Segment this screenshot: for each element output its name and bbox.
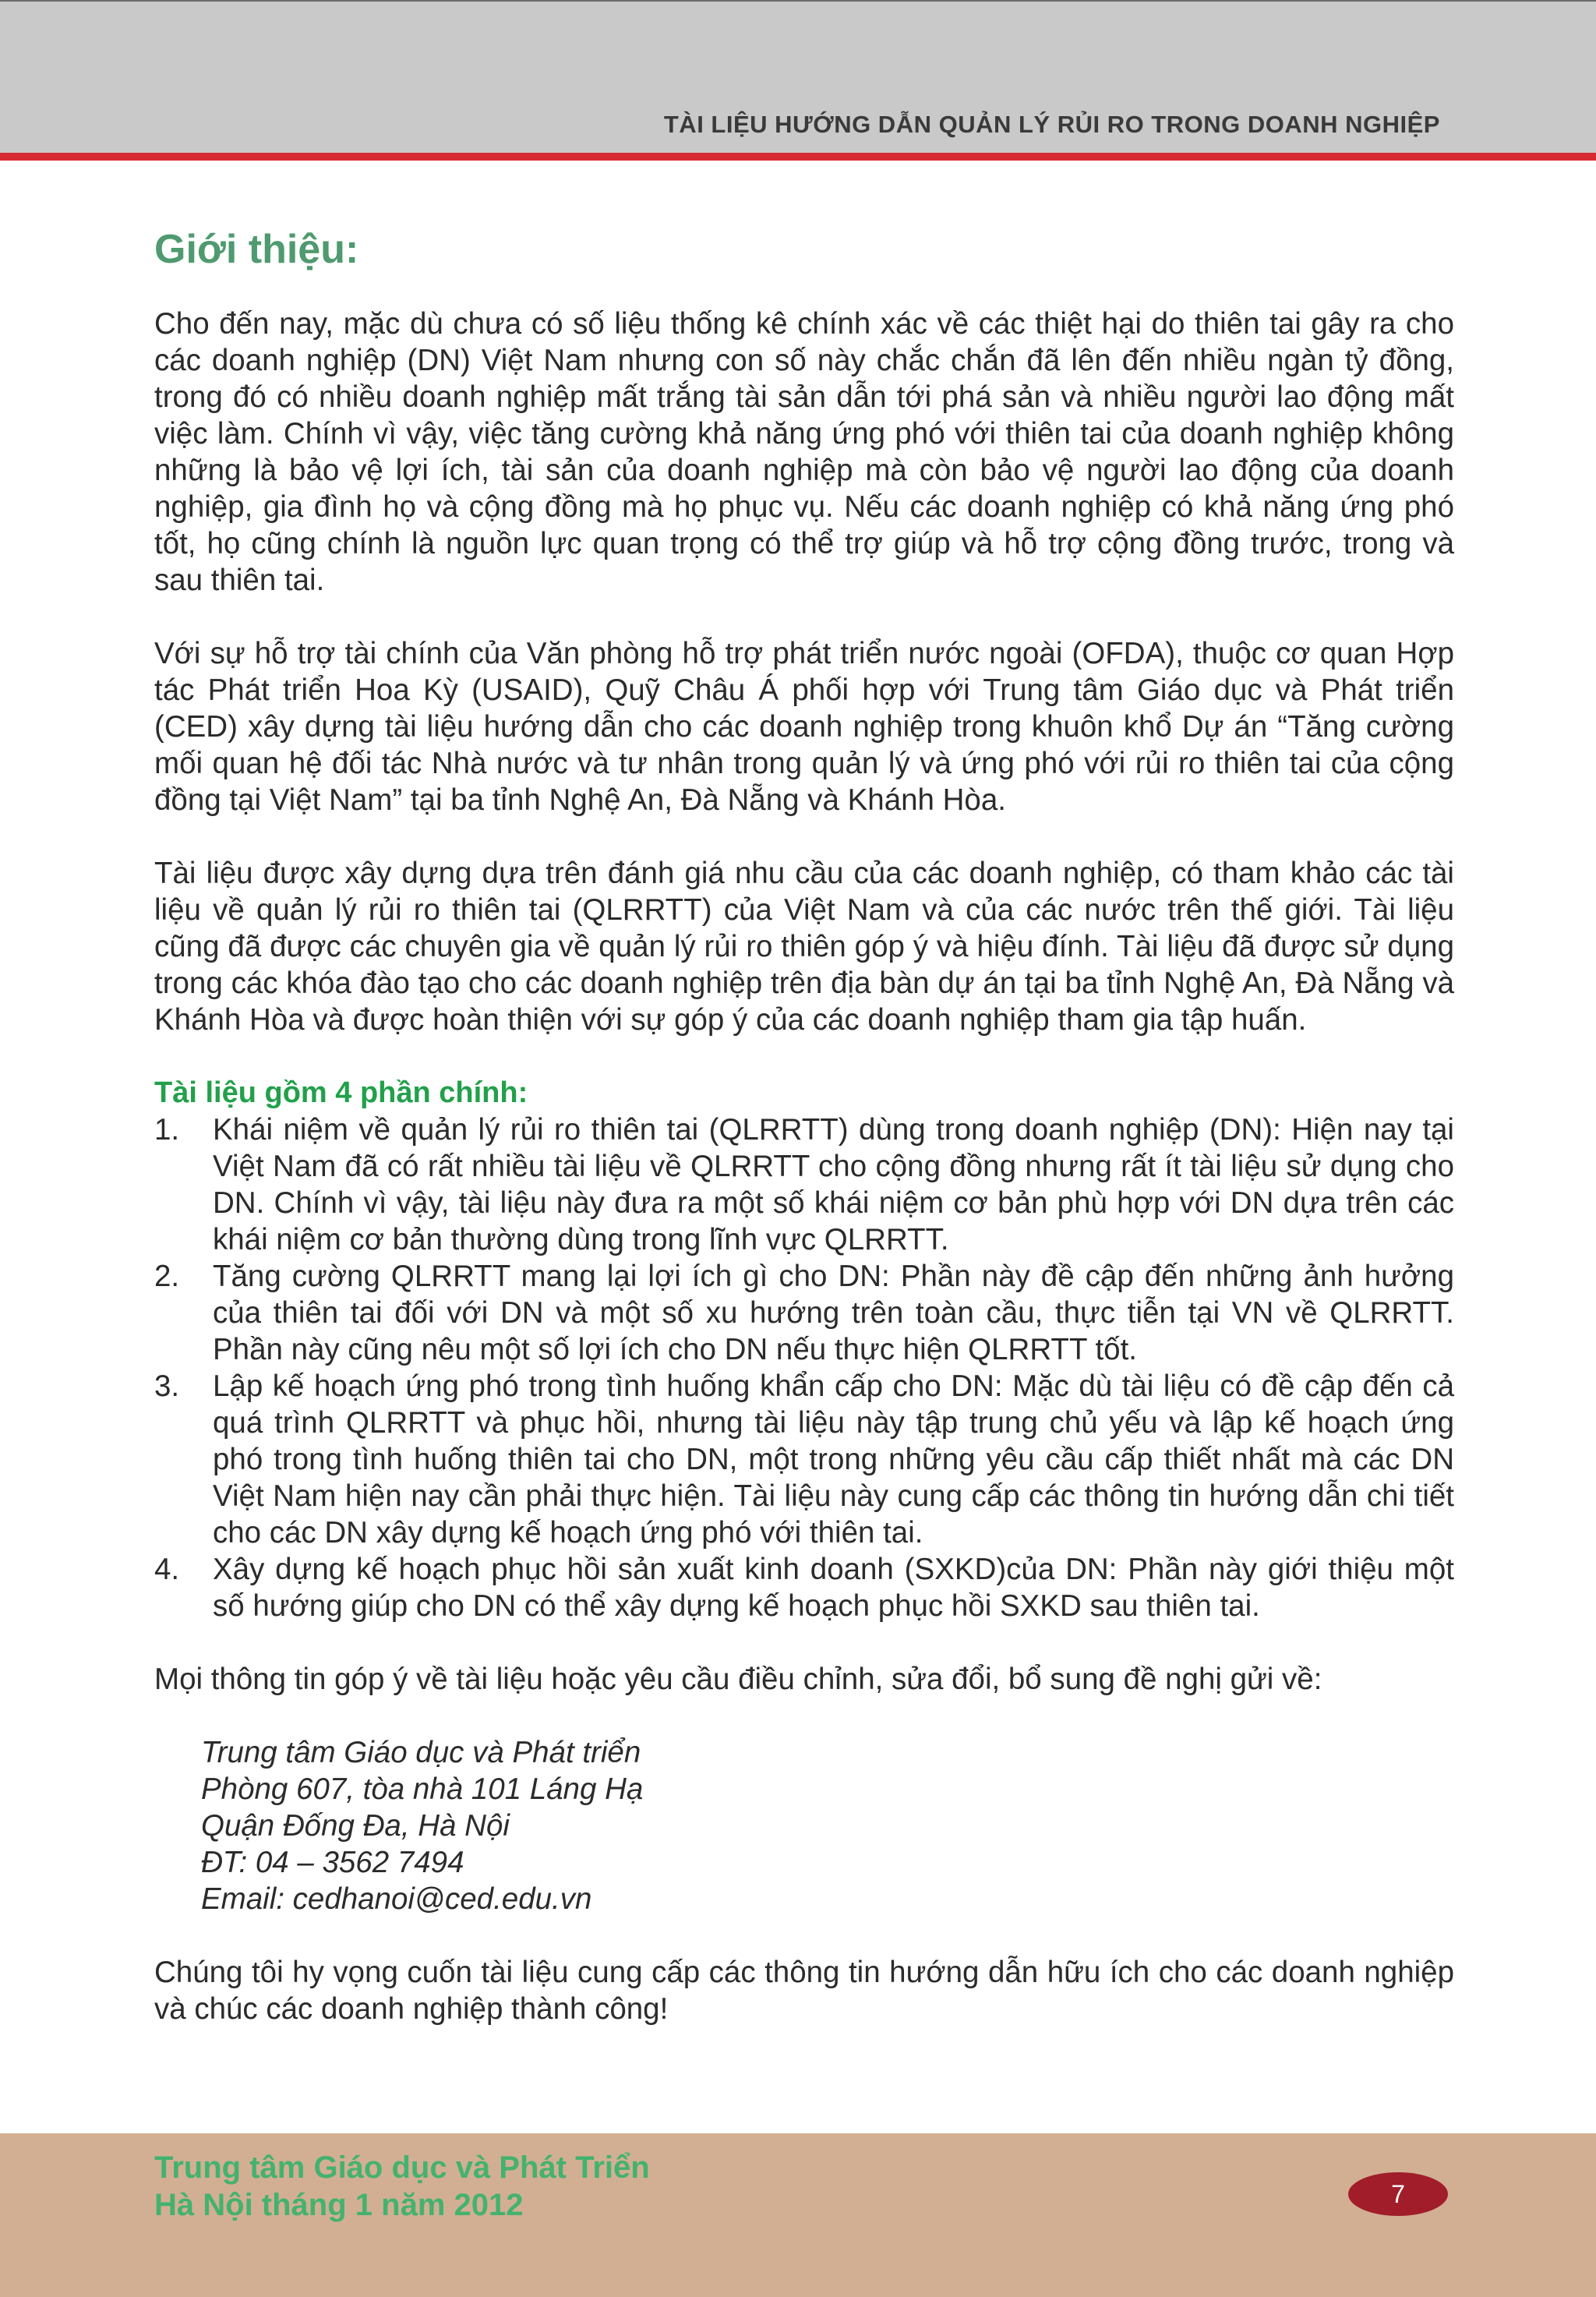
closing-paragraph: Chúng tôi hy vọng cuốn tài liệu cung cấp các thông tin hướng dẫn hữu ích cho các doanh nghiệp và chúc các doanh nghiệp thành công!: [154, 1956, 1454, 2026]
footer-org: Trung tâm Giáo dục và Phát Triển: [154, 2150, 650, 2185]
page-number-badge: 7: [1348, 2172, 1448, 2216]
intro-paragraph-1: Cho đến nay, mặc dù chưa có số liệu thống kê chính xác về các thiệt hại do thiên tai gây ra cho các doanh nghiệp (DN) Việt Nam nhưng con số này chắc chắn đã lên đến nhiều ngàn tỷ đồng, trong đó có nhiều doanh nghiệp mất trắng tài sản dẫn tới phá sản và nhiều người lao động mất việc làm. Chính vì vậy, việc tăng cường khả năng ứng phó với thiên tai của doanh nghiệp không những là bảo vệ lợi ích, tài sản của doanh nghiệp mà còn bảo vệ người lao động của doanh nghiệp, gia đình họ và cộng đồng mà họ phục vụ. Nếu các doanh nghiệp có khả năng ứng phó tốt, họ cũng chính là nguồn lực quan trọng có thể trợ giúp và hỗ trợ cộng đồng trước, trong và sau thiên tai.: [154, 307, 1454, 597]
list-item-text: Lập kế hoạch ứng phó trong tình huống khẩn cấp cho DN: Mặc dù tài liệu có đề cập đến cả quá trình QLRRTT và phục hồi, nhưng tài liệu này tập trung chủ yếu và lập kế hoạch ứng phó trong tình huống thiên tai cho DN, một trong những yêu cầu cấp thiết nhất mà các DN Việt Nam hiện nay cần phải thực hiện. Tài liệu này cung cấp các thông tin hướng dẫn chi tiết cho các DN xây dựng kế hoạch ứng phó với thiên tai.: [213, 1369, 1454, 1550]
list-item: [154, 1258, 1454, 1368]
contact-district: Quận Đống Đa, Hà Nội: [201, 1809, 510, 1843]
contact-email: Email: cedhanoi@ced.edu.vn: [201, 1882, 592, 1916]
parts-heading: Tài liệu gồm 4 phần chính:: [154, 1076, 528, 1109]
list-item-number: 2.: [154, 1260, 180, 1293]
intro-paragraph-3: Tài liệu được xây dựng dựa trên đánh giá nhu cầu của các doanh nghiệp, có tham khảo các tài liệu về quản lý rủi ro thiên tai (QLRRTT) của Việt Nam và của các nước trên thế giới. Tài liệu cũng đã được các chuyên gia về quản lý rủi ro thiên góp ý và hiệu đính. Tài liệu đã được sử dụng trong các khóa đào tạo cho các doanh nghiệp trên địa bàn dự án tại ba tỉnh Nghệ An, Đà Nẵng và Khánh Hòa và được hoàn thiện với sự góp ý của các doanh nghiệp tham gia tập huấn.: [154, 857, 1454, 1037]
contact-phone: ĐT: 04 – 3562 7494: [201, 1846, 464, 1879]
list-item-text: Tăng cường QLRRTT mang lại lợi ích gì cho DN: Phần này đề cập đến những ảnh hưởng của thiên tai đối với DN và một số xu hướng trên toàn cầu, thực tiễn tại VN về QLRRTT. Phần này cũng nêu một số lợi ích cho DN nếu thực hiện QLRRTT tốt.: [213, 1260, 1454, 1366]
contact-room: Phòng 607, tòa nhà 101 Láng Hạ: [201, 1772, 644, 1806]
list-item-number: 4.: [154, 1553, 180, 1586]
footer-date: Hà Nội tháng 1 năm 2012: [154, 2188, 524, 2222]
document-title: TÀI LIỆU HƯỚNG DẪN QUẢN LÝ RỦI RO TRONG DOANH NGHIỆP: [663, 111, 1440, 138]
list-item-text: Xây dựng kế hoạch phục hồi sản xuất kinh doanh (SXKD)của DN: Phần này giới thiệu một số hướng giúp cho DN có thể xây dựng kế hoạch phục hồi SXKD sau thiên tai.: [213, 1553, 1454, 1623]
list-item: [154, 1111, 1454, 1258]
main-content: [154, 226, 1454, 2064]
list-item: [154, 1551, 1454, 1624]
page-header: [0, 0, 1596, 153]
page-footer: [0, 2133, 1596, 2297]
parts-list: [154, 1111, 1454, 1624]
intro-paragraph-2: Với sự hỗ trợ tài chính của Văn phòng hỗ trợ phát triển nước ngoài (OFDA), thuộc cơ quan Hợp tác Phát triển Hoa Kỳ (USAID), Quỹ Châu Á phối hợp với Trung tâm Giáo dục và Phát triển (CED) xây dựng tài liệu hướng dẫn cho các doanh nghiệp trong khuôn khổ Dự án “Tăng cường mối quan hệ đối tác Nhà nước và tư nhân trong quản lý và ứng phó với rủi ro thiên tai của cộng đồng tại Việt Nam” tại ba tỉnh Nghệ An, Đà Nẵng và Khánh Hòa.: [154, 637, 1454, 817]
contact-address: [201, 1734, 1454, 1917]
contact-org: Trung tâm Giáo dục và Phát triển: [201, 1736, 641, 1769]
list-item-number: 1.: [154, 1113, 180, 1147]
list-item-number: 3.: [154, 1369, 180, 1403]
header-divider: [0, 153, 1596, 161]
list-item: [154, 1368, 1454, 1551]
list-item-text: Khái niệm về quản lý rủi ro thiên tai (QLRRTT) dùng trong doanh nghiệp (DN): Hiện nay tại Việt Nam đã có rất nhiều tài liệu về QLRRTT cho cộng đồng nhưng rất ít tài liệu sử dụng cho DN. Chính vì vậy, tài liệu này đưa ra một số khái niệm cơ bản phù hợp với DN dựa trên các khái niệm cơ bản thường dùng trong lĩnh vực QLRRTT.: [213, 1113, 1454, 1256]
contact-intro: Mọi thông tin góp ý về tài liệu hoặc yêu cầu điều chỉnh, sửa đổi, bổ sung đề nghị gửi về:: [154, 1663, 1322, 1696]
section-title: Giới thiệu:: [154, 227, 359, 272]
